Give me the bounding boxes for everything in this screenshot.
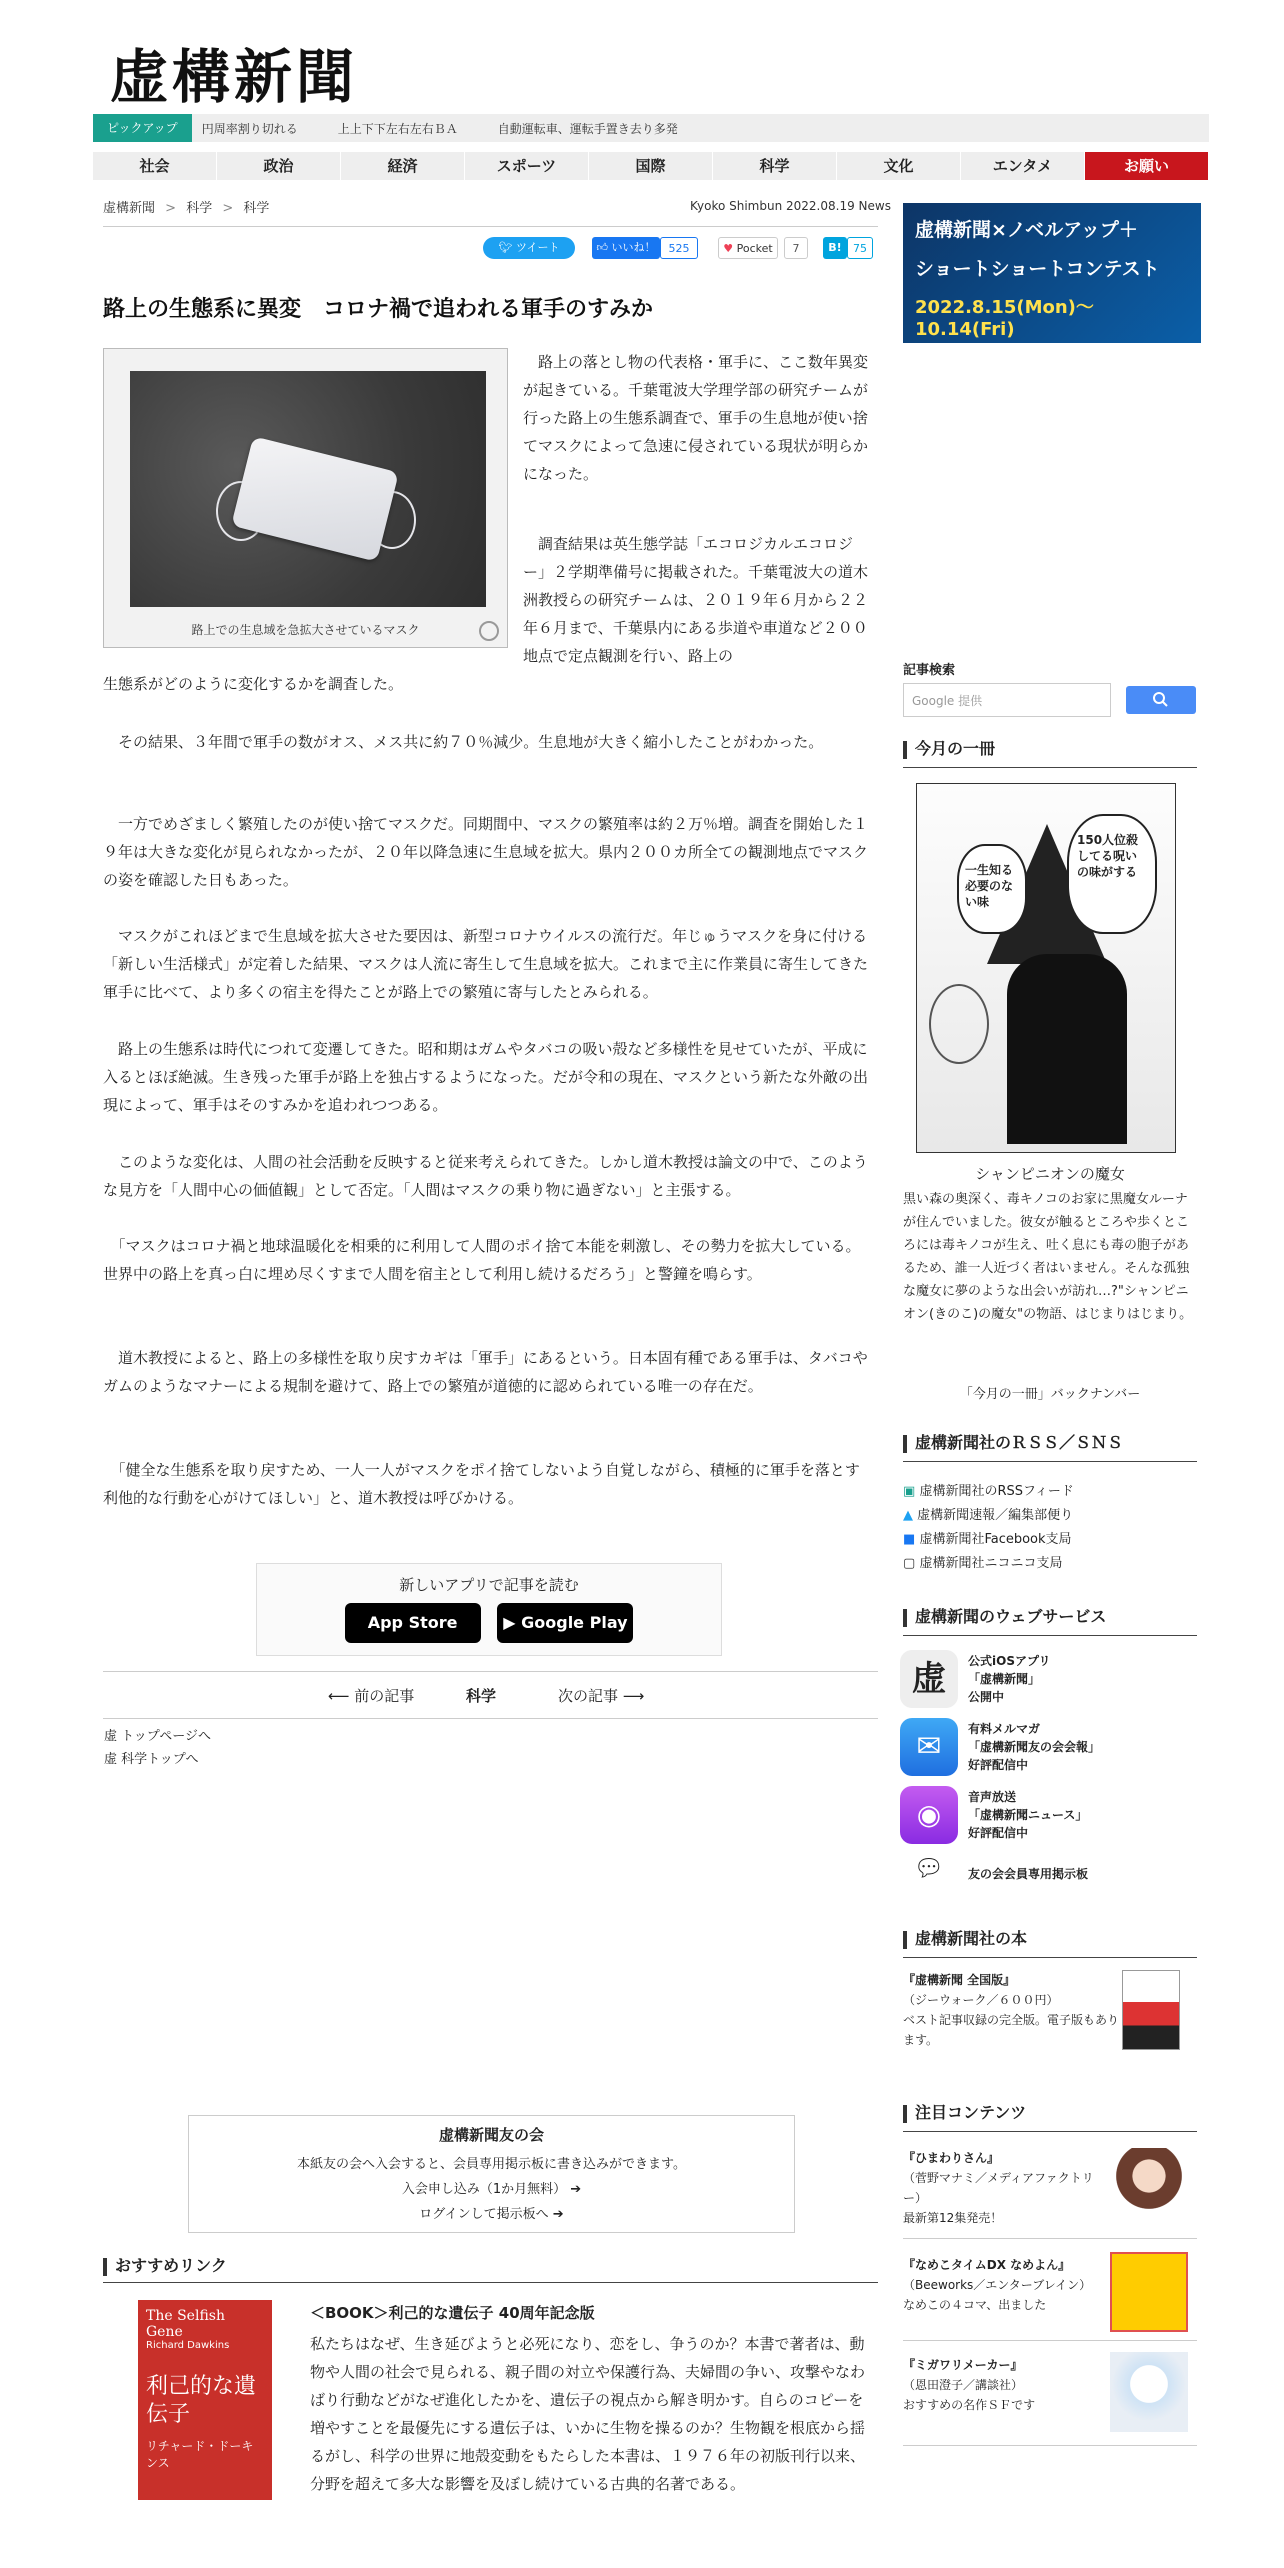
club-desc: 本紙友の会へ入会すると、会員専用掲示板に書き込みができます。	[297, 2157, 686, 2172]
nav-kagaku[interactable]: 科学	[713, 152, 837, 180]
book-heading: 今月の一冊	[903, 736, 1197, 768]
site-logo[interactable]: 虚構新聞	[110, 43, 359, 111]
contest-banner[interactable]	[903, 203, 1201, 343]
breadcrumb	[103, 197, 269, 216]
app-promo-title: 新しいアプリで記事を読む	[399, 1576, 579, 1594]
speech-bubble: 一生知る必要のない味	[957, 844, 1027, 934]
pocket-button[interactable]	[718, 237, 778, 259]
rss-heading: 虚構新聞社のＲＳＳ／ＳＮＳ	[903, 1430, 1197, 1462]
appstore-label: App Store	[367, 1613, 458, 1632]
breadcrumb-home[interactable]: 虚構新聞	[103, 201, 156, 216]
boy-figure	[929, 984, 989, 1064]
tweet-label: ツイート	[516, 241, 560, 254]
club-join-link[interactable]: 入会申し込み（1か月無料） ➔	[401, 2182, 582, 2197]
service-list	[900, 1650, 1200, 1894]
attention-desc: 最新第12集発売！	[903, 2211, 1003, 2225]
service-status: 公開中	[968, 1690, 1005, 1704]
ticker-item[interactable]: 円周率割り切れる	[201, 121, 298, 136]
attention-title: 『ミガワリメーカー』	[903, 2358, 1023, 2372]
cover-jp-title: 利己的な遺伝子	[146, 2374, 257, 2427]
attention-item[interactable]	[903, 2355, 1103, 2415]
hatena-count: 75	[847, 237, 873, 259]
rss-label: 虚構新聞速報／編集部便り	[917, 1508, 1074, 1523]
article-paragraph: マスクがこれほどまで生息域を拡大させた要因は、新型コロナウイルスの流行だ。年じゅうマスクを身に付ける「新しい生活様式」が定着した結果、マスクは人流に寄生して生息域を拡大。これまで主に作業員に寄生してきた軍手に比べて、より多くの宿主を得たことが路上での繁殖に寄与したとみられる。	[103, 927, 869, 1001]
service-name: 「虚構新聞」	[968, 1672, 1041, 1686]
book-entry[interactable]	[903, 1970, 1123, 2050]
niconico-icon: ▢	[903, 1556, 916, 1571]
next-article-link[interactable]: 次の記事 ⟶	[558, 1687, 645, 1705]
article-figure[interactable]	[103, 348, 508, 648]
breadcrumb-subcat[interactable]: 科学	[243, 201, 270, 216]
divider	[903, 2340, 1197, 2341]
nav-kokusai[interactable]: 国際	[589, 152, 713, 180]
attention-item[interactable]	[903, 2255, 1103, 2315]
pocket-count: 7	[784, 237, 808, 259]
attention-thumbnail[interactable]	[1110, 2148, 1188, 2228]
search-button[interactable]	[1126, 686, 1196, 714]
dateline: Kyoko Shimbun 2022.08.19 News	[690, 199, 891, 213]
book-thumbnail[interactable]	[1122, 1970, 1180, 2050]
app-icon: 虚	[900, 1650, 958, 1708]
googleplay-label: Google Play	[521, 1613, 628, 1632]
science-top-link[interactable]: 虚 科学トップへ	[104, 1752, 199, 1767]
divider	[103, 1718, 878, 1719]
article-paragraph: 「健全な生態系を取り戻すため、一人一人がマスクをポイ捨てしないよう自覚しながら、積極的に軍手を落とす利他的な行動を心がけてほしい」と、道木教授は呼びかける。	[103, 1461, 860, 1507]
rss-item[interactable]	[903, 1552, 1074, 1576]
cover-en-author: Richard Dawkins	[146, 2340, 230, 2351]
service-status: 好評配信中	[968, 1826, 1029, 1840]
book-backnumber-link[interactable]: 「今月の一冊」バックナンバー	[959, 1387, 1141, 1402]
attention-publisher: （菅野マナミ／メディアファクトリー）	[903, 2171, 1094, 2205]
attention-item[interactable]	[903, 2148, 1103, 2228]
article-paragraph: 路上の生態系は時代につれて変遷してきた。昭和期はガムやタバコの吸い殻など多様性を見せていたが、平成に入るとほぼ絶滅。生き残った軍手が路上を独占するようになった。だが令和の現在、マスクという新たな外敵の出現によって、軍手はそのすみかを追われつつある。	[103, 1040, 869, 1114]
category-nav	[93, 152, 1209, 180]
club-title: 虚構新聞友の会	[438, 2126, 544, 2144]
twitter-icon: 🐦︎	[498, 241, 513, 254]
hatena-bookmark-icon[interactable]: B!	[823, 237, 847, 259]
attention-title: 『なめこタイムDX なめよん』	[903, 2258, 1071, 2272]
article-paragraph: 道木教授によると、路上の多様性を取り戻すカギは「軍手」にあるという。日本固有種である軍手は、タバコやガムのようなマナーによる規制を避けて、路上での繁殖が道徳的に認められている唯一の存在だ。	[103, 1349, 868, 1395]
service-mailmag[interactable]	[900, 1718, 1200, 1776]
nav-bunka[interactable]: 文化	[837, 152, 961, 180]
ticker-item[interactable]: 自動運転車、運転手置き去り多発	[497, 121, 678, 136]
rss-item[interactable]	[903, 1528, 1074, 1552]
appstore-button[interactable]	[345, 1603, 481, 1643]
reco-heading-label: おすすめリンク	[115, 2256, 227, 2275]
facebook-icon: ■	[903, 1532, 916, 1547]
search-input[interactable]: Google 提供	[903, 683, 1111, 717]
article-paragraph: その結果、３年間で軍手の数がオス、メス共に約７０％減少。生息地が大きく縮小したことがわかった。	[103, 733, 824, 751]
nav-sports[interactable]: スポーツ	[465, 152, 589, 180]
prev-article-link[interactable]: ⟵ 前の記事	[328, 1687, 415, 1705]
rss-label: 虚構新聞社Facebook支局	[919, 1532, 1072, 1547]
book-entry-desc: ベスト記事収録の完全版。電子版もあります。	[903, 2013, 1120, 2047]
zoom-icon[interactable]	[479, 621, 499, 641]
service-label: 公式iOSアプリ	[968, 1654, 1051, 1668]
attention-desc: おすすめの名作ＳＦです	[903, 2398, 1036, 2412]
service-podcast[interactable]	[900, 1786, 1200, 1844]
service-name: 友の会会員専用掲示板	[968, 1867, 1089, 1881]
attention-title: 『ひまわりさん』	[903, 2151, 1000, 2165]
service-ios-app[interactable]	[900, 1650, 1200, 1708]
pickup-label: ピックアップ	[93, 114, 192, 142]
club-login-link[interactable]: ログインして掲示板へ ➔	[419, 2207, 564, 2222]
divider	[103, 1671, 878, 1672]
thumbs-up-icon: 👍︎	[596, 241, 608, 254]
nav-seiji[interactable]: 政治	[217, 152, 341, 180]
attention-heading: 注目コンテンツ	[903, 2100, 1197, 2132]
service-status: 好評配信中	[968, 1758, 1029, 1772]
rss-label: 虚構新聞社のRSSフィード	[919, 1484, 1074, 1499]
search-label: 記事検索	[903, 663, 956, 678]
banner-line3: 2022.8.15(Mon)〜10.14(Fri)	[915, 297, 1094, 340]
search-icon	[1126, 686, 1196, 714]
breadcrumb-sep: >	[222, 201, 234, 216]
pocket-icon: ♥	[723, 242, 734, 255]
banner-line1: 虚構新聞×ノベルアップ＋	[915, 219, 1138, 241]
cover-jp-author: リチャード・ドーキンス	[146, 2439, 254, 2470]
service-heading: 虚構新聞のウェブサービス	[903, 1604, 1197, 1636]
divider	[903, 2238, 1197, 2239]
divider	[103, 226, 878, 227]
attention-publisher: （恩田澄子／講談社）	[903, 2378, 1024, 2392]
books-heading: 虚構新聞社の本	[903, 1926, 1197, 1958]
rss-label: 虚構新聞社ニコニコ支局	[919, 1556, 1063, 1571]
article-photo	[130, 371, 486, 607]
divider	[903, 2445, 1197, 2446]
witch-figure	[1007, 954, 1127, 1144]
book-cover[interactable]	[138, 2300, 272, 2500]
book-entry-publisher: （ジーウォーク／６００円）	[903, 1993, 1059, 2007]
speech-bubble: 150人位殺してる呪いの味がする	[1067, 814, 1157, 934]
article-paragraph: 生態系がどのように変化するかを調査した。	[103, 675, 404, 693]
book-title[interactable]: シャンピニオンの魔女	[975, 1165, 1125, 1183]
book-entry-title: 『虚構新聞 全国版』	[903, 1973, 1016, 1987]
like-button[interactable]	[592, 237, 660, 259]
pocket-label: Pocket	[736, 242, 773, 255]
reco-desc: 私たちはなぜ、生き延びようと必死になり、恋をし、争うのか？本書で著者は、動物や人間の社会で見られる、親子間の対立や保護行為、夫婦間の争い、攻撃やなわばり行動などがなぜ進化したかを、遺伝子の視点から解き明かす。自らのコピーを増やすことを最優先にする遺伝子は、いかに生物を操るのか？生物観を根底から揺るがし、科学の世界に地殻変動をもたらした本書は、１９７６年の初版刊行以来、分野を超えて多大な影響を及ぼし続けている古典的名著である。	[310, 2335, 866, 2493]
article-paragraph: 「マスクはコロナ禍と地球温暖化を相乗的に利用して人間のポイ捨て本能を刺激し、その勢力を拡大している。世界中の路上を真っ白に埋め尽くすまで人間を宿主として利用し続けるだろう」と警鐘を鳴らす。	[103, 1237, 861, 1283]
play-icon: ▶	[503, 1613, 516, 1632]
service-name: 「虚構新聞友の会会報」	[968, 1740, 1101, 1754]
attention-thumbnail[interactable]	[1110, 2352, 1188, 2432]
tweet-button[interactable]	[483, 237, 575, 259]
service-board[interactable]	[900, 1854, 1200, 1894]
article-paragraph: 調査結果は英生態学誌「エコロジカルエコロジー」２学期準備号に掲載された。千葉電波大の道木洲教授らの研究チームは、２０１９年６月から２２年６月まで、千葉県内にある歩道や車道など２００地点で定点観測を行い、路上の	[523, 535, 869, 665]
article-paragraph: 一方でめざましく繁殖したのが使い捨てマスクだ。同期間中、マスクの繁殖率は約２万％増。調査を開始した１９年は大きな変化が見られなかったが、２０年以降急速に生息域を拡大。県内２００カ所全ての観測地点でマスクの姿を確認した日もあった。	[103, 815, 869, 889]
service-label: 有料メルマガ	[968, 1722, 1041, 1736]
podcast-icon: ◉	[900, 1786, 958, 1844]
attention-publisher: （Beeworks／エンターブレイン）	[903, 2278, 1092, 2292]
rss-item[interactable]	[903, 1480, 1074, 1504]
app-promo	[256, 1563, 722, 1656]
rss-icon: ▣	[903, 1484, 916, 1499]
like-count: 525	[660, 237, 698, 259]
rss-item[interactable]	[903, 1504, 1074, 1528]
photo-caption: 路上での生息域を急拡大させているマスク	[191, 623, 420, 637]
book-desc: 黒い森の奥深く、毒キノコのお家に黒魔女ルーナが住んでいました。彼女が触るところや歩くところには毒キノコが生え、吐く息にも毒の胞子があるため、誰一人近づく者はいません。そんな孤独な魔女に夢のような出会いが訪れ…?"シャンピニオン(きのこ)の魔女"の物語、はじまりはじまり。	[903, 1192, 1193, 1322]
twitter-icon: ▲	[903, 1508, 913, 1523]
club-box	[188, 2115, 795, 2233]
googleplay-button[interactable]	[497, 1603, 633, 1643]
nav-shakai[interactable]: 社会	[93, 152, 217, 180]
article-paragraph: このような変化は、人間の社会活動を反映すると従来考えられてきた。しかし道木教授は論文の中で、このような見方を「人間中心の価値観」として否定。「人間はマスクの乗り物に過ぎない」と主張する。	[103, 1153, 868, 1199]
breadcrumb-cat[interactable]: 科学	[186, 201, 213, 216]
cover-en-title: The Selfish Gene	[146, 2308, 225, 2340]
nav-entame[interactable]: エンタメ	[961, 152, 1085, 180]
pickup-ticker	[93, 114, 1209, 142]
article-title: 路上の生態系に異変 コロナ禍で追われる軍手のすみか	[103, 297, 654, 322]
breadcrumb-sep: >	[165, 201, 177, 216]
ticker-item[interactable]: 上上下下左右左右ＢＡ	[337, 121, 458, 136]
rss-list	[903, 1480, 1074, 1576]
like-label: いいね！	[611, 241, 656, 254]
nav-keizai[interactable]: 経済	[341, 152, 465, 180]
reco-title[interactable]: ＜BOOK＞利己的な遺伝子 40周年記念版	[310, 2304, 595, 2322]
attention-thumbnail[interactable]	[1110, 2252, 1188, 2332]
article-paragraph: 路上の落とし物の代表格・軍手に、ここ数年異変が起きている。千葉電波大学理学部の研究チームが行った路上の生態系調査で、軍手の生息地が使い捨てマスクによって急速に侵されている現状が明らかになった。	[523, 353, 869, 483]
chat-icon: 💬︎	[913, 1854, 945, 1882]
mask-image	[231, 436, 399, 562]
manga-cover[interactable]	[916, 783, 1176, 1153]
top-page-link[interactable]: 虚 トップページへ	[104, 1729, 211, 1744]
reco-heading	[103, 2253, 878, 2283]
service-label: 音声放送	[968, 1790, 1017, 1804]
banner-line2: ショートショートコンテスト	[915, 258, 1160, 280]
mail-icon: ✉	[900, 1718, 958, 1776]
service-name: 「虚構新聞ニュース」	[968, 1808, 1088, 1822]
attention-desc: なめこの４コマ、出ました	[903, 2298, 1047, 2312]
nav-onegai[interactable]: お願い	[1085, 152, 1209, 180]
category-link[interactable]: 科学	[466, 1687, 497, 1705]
